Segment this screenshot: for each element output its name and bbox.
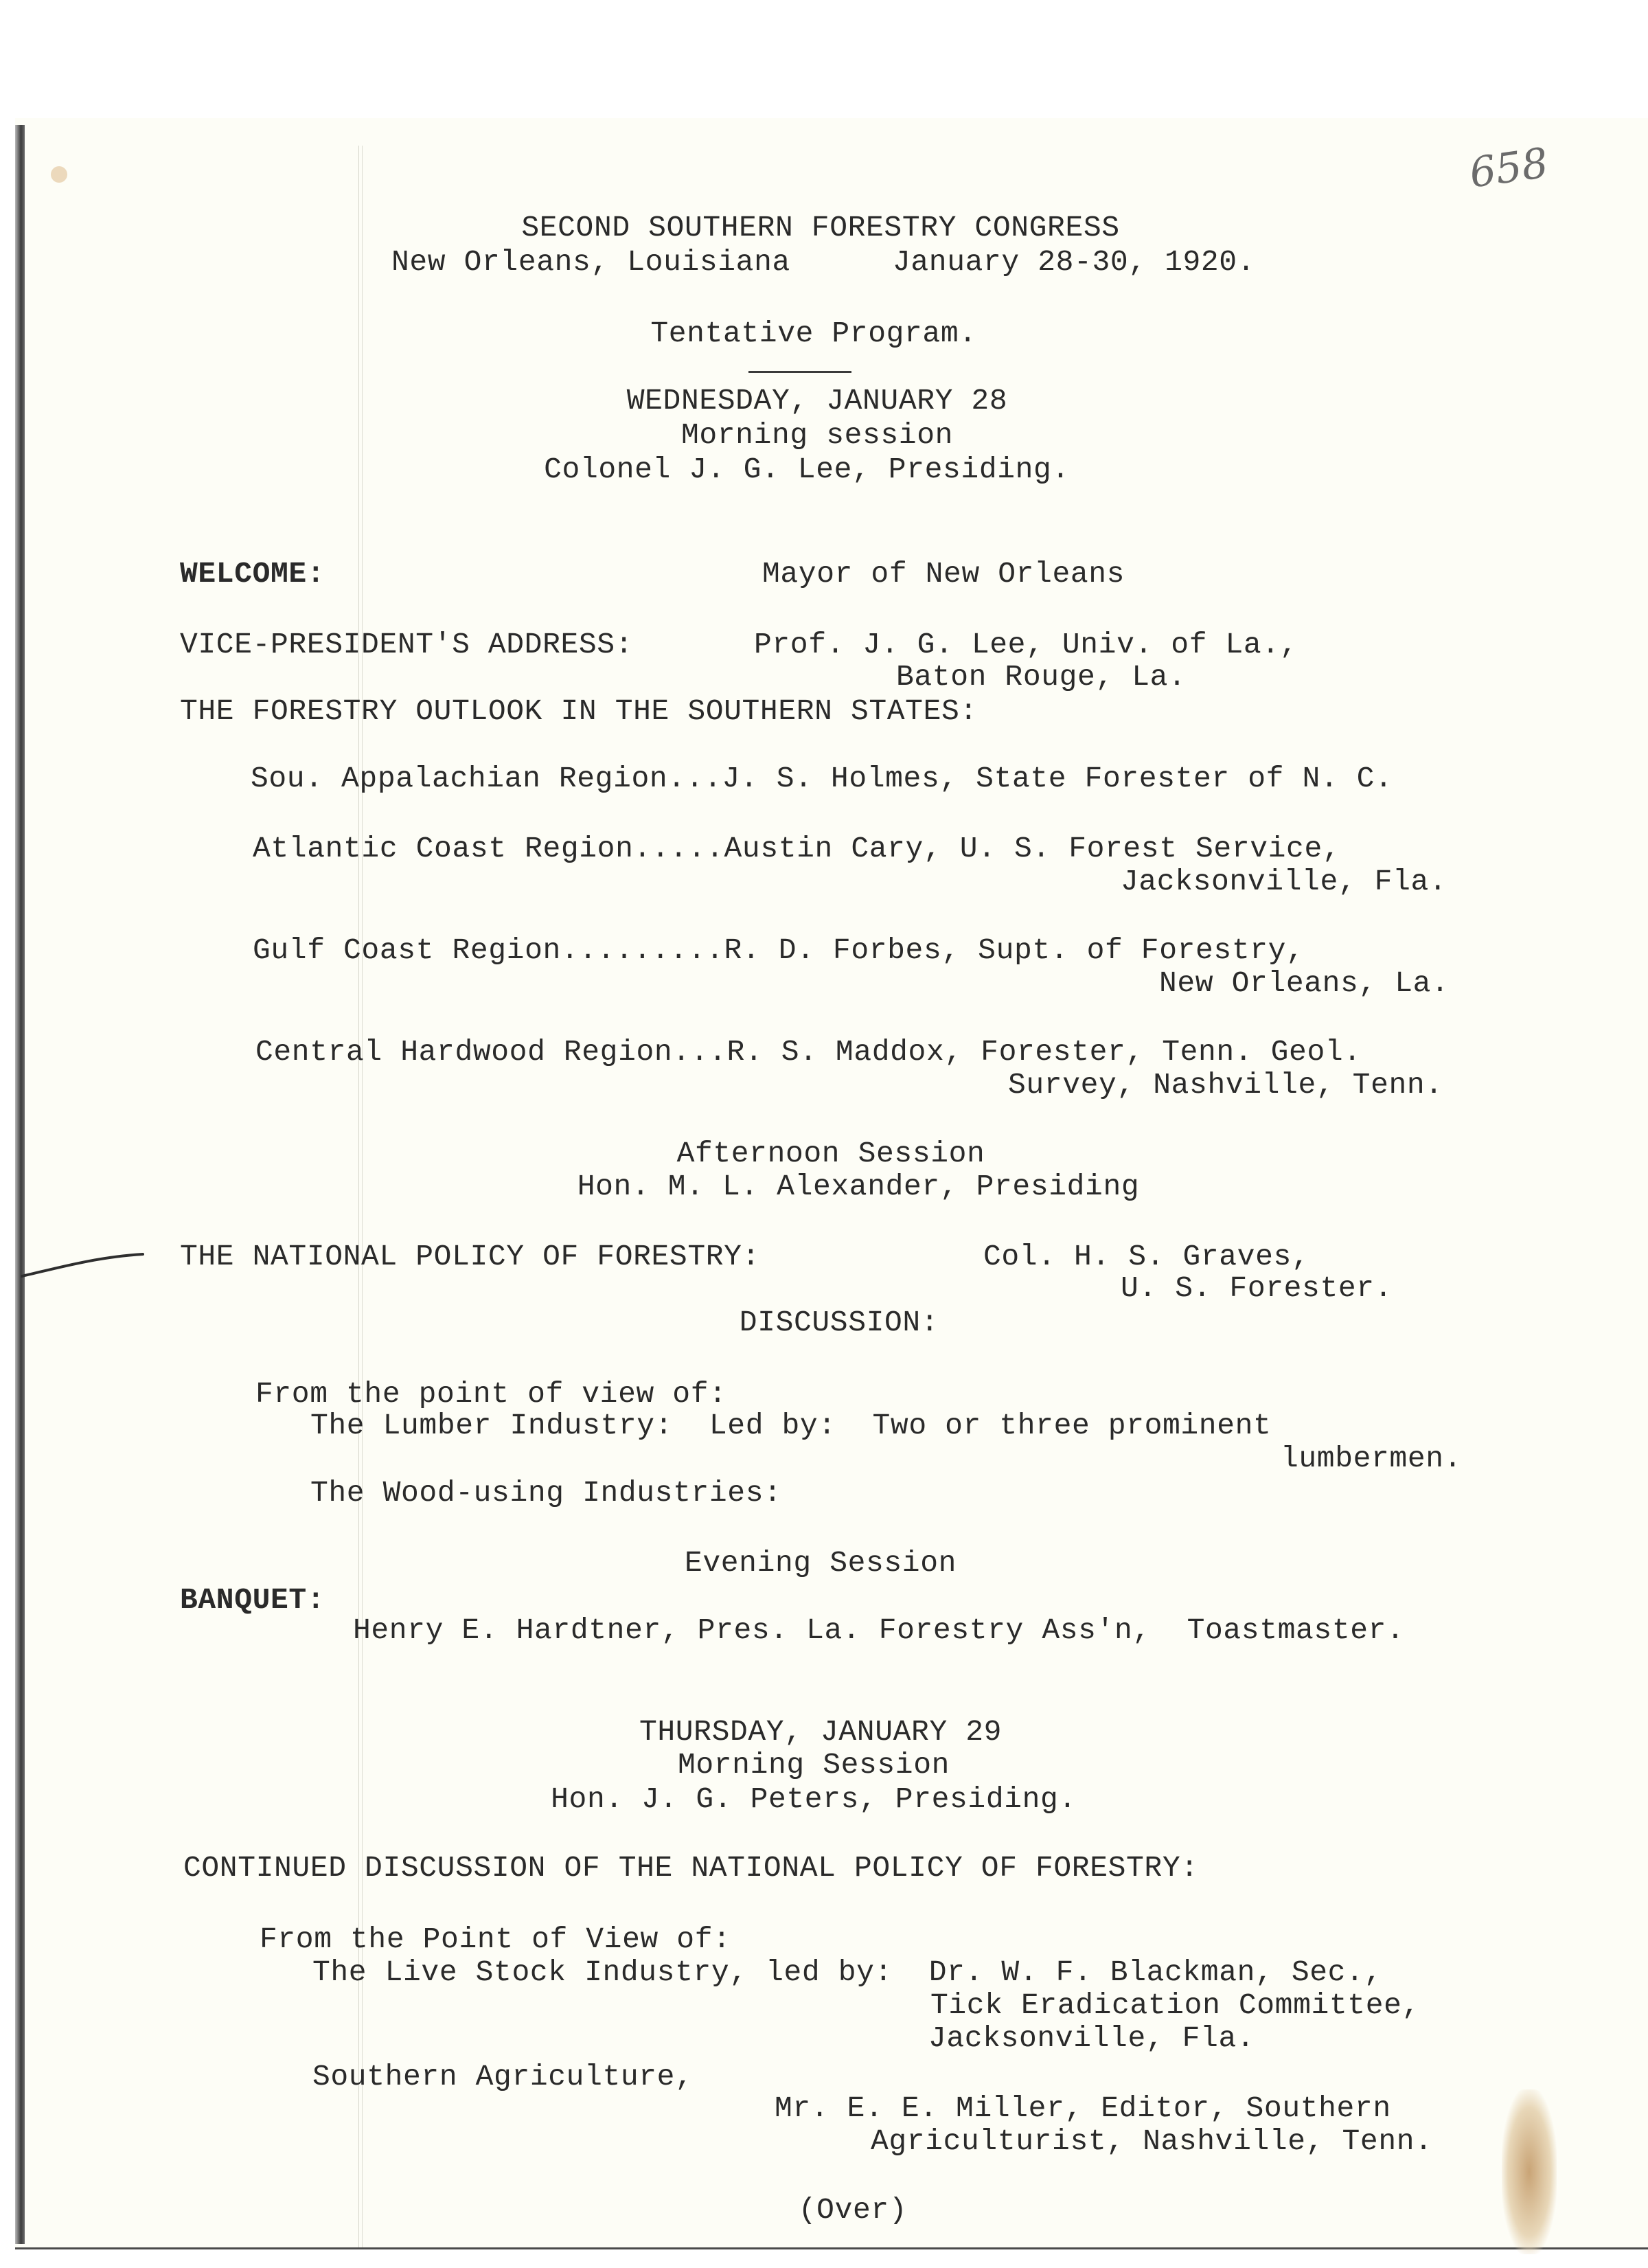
item-label-welcome: WELCOME: bbox=[180, 557, 325, 591]
binding-edge bbox=[15, 125, 25, 2244]
item-speaker: Prof. J. G. Lee, Univ. of La., bbox=[754, 628, 1298, 661]
discussion-item: The Wood-using Industries: bbox=[310, 1476, 782, 1510]
presiding: Hon. J. G. Peters, Presiding. bbox=[551, 1782, 1077, 1816]
divider bbox=[748, 371, 851, 373]
presiding: Hon. M. L. Alexander, Presiding bbox=[577, 1170, 1140, 1203]
day-heading-wednesday: WEDNESDAY, JANUARY 28 bbox=[626, 384, 1008, 418]
item-speaker: Mayor of New Orleans bbox=[762, 557, 1125, 591]
handwritten-page-number: 658 bbox=[1466, 139, 1551, 198]
banquet-detail: Henry E. Hardtner, Pres. La. Forestry Ass'n, Toastmaster. bbox=[353, 1613, 1405, 1647]
session-heading: Evening Session bbox=[684, 1546, 957, 1580]
region-row: Gulf Coast Region.........R. D. Forbes, Supt. of Forestry, bbox=[253, 933, 1305, 967]
footer-over: (Over) bbox=[798, 2193, 908, 2227]
section-label-continued: CONTINUED DISCUSSION OF THE NATIONAL POLICY OF FORESTRY: bbox=[183, 1851, 1199, 1885]
dates: January 28-30, 1920. bbox=[893, 245, 1256, 279]
discussion-label: DISCUSSION: bbox=[739, 1306, 939, 1339]
session-heading: Afternoon Session bbox=[676, 1137, 985, 1170]
discussion-item-speaker-cont: Agriculturist, Nashville, Tenn. bbox=[871, 2124, 1433, 2158]
item-label-vp-address: VICE-PRESIDENT'S ADDRESS: bbox=[180, 628, 634, 661]
item-label-banquet: BANQUET: bbox=[180, 1583, 325, 1617]
region-row: Atlantic Coast Region.....Austin Cary, U. S. Forest Service, bbox=[253, 832, 1341, 865]
region-row-cont: Survey, Nashville, Tenn. bbox=[1008, 1068, 1443, 1102]
discussion-item: Southern Agriculture, bbox=[312, 2060, 694, 2094]
discussion-item-speaker: Mr. E. E. Miller, Editor, Southern bbox=[775, 2091, 1391, 2125]
day-heading-thursday: THURSDAY, JANUARY 29 bbox=[639, 1715, 1003, 1749]
section-label-national-policy: THE NATIONAL POLICY OF FORESTRY: bbox=[180, 1240, 760, 1273]
discussion-item-cont: Jacksonville, Fla. bbox=[928, 2021, 1255, 2055]
discussion-item: The Lumber Industry: Led by: Two or three prominent bbox=[310, 1409, 1272, 1442]
pen-mark-icon bbox=[21, 1251, 144, 1279]
region-row: Central Hardwood Region...R. S. Maddox, Forester, Tenn. Geol. bbox=[255, 1035, 1362, 1069]
discussion-item: The Live Stock Industry, led by: Dr. W. F. Blackman, Sec., bbox=[312, 1955, 1382, 1989]
stain-mark bbox=[51, 166, 67, 183]
item-speaker-cont: Baton Rouge, La. bbox=[896, 660, 1187, 694]
region-row-cont: Jacksonville, Fla. bbox=[1121, 865, 1447, 898]
stain-mark bbox=[1502, 2089, 1557, 2254]
discussion-item-cont: lumbermen. bbox=[1281, 1442, 1463, 1475]
presiding: Colonel J. G. Lee, Presiding. bbox=[544, 453, 1070, 486]
discussion-item-cont: Tick Eradication Committee, bbox=[930, 1988, 1420, 2022]
region-row: Sou. Appalachian Region...J. S. Holmes, State Forester of N. C. bbox=[251, 762, 1393, 795]
pov-intro: From the point of view of: bbox=[255, 1377, 727, 1411]
document-title: SECOND SOUTHERN FORESTRY CONGRESS bbox=[521, 211, 1120, 245]
item-speaker-cont: U. S. Forester. bbox=[1121, 1271, 1393, 1305]
region-row-cont: New Orleans, La. bbox=[1159, 966, 1450, 1000]
section-label-outlook: THE FORESTRY OUTLOOK IN THE SOUTHERN STATES: bbox=[180, 694, 978, 728]
subtitle: Tentative Program. bbox=[650, 317, 977, 350]
location: New Orleans, Louisiana bbox=[391, 245, 790, 279]
pov-intro: From the Point of View of: bbox=[260, 1923, 731, 1956]
session-heading: Morning session bbox=[680, 418, 954, 452]
item-speaker: Col. H. S. Graves, bbox=[983, 1240, 1310, 1273]
session-heading: Morning Session bbox=[677, 1748, 950, 1782]
